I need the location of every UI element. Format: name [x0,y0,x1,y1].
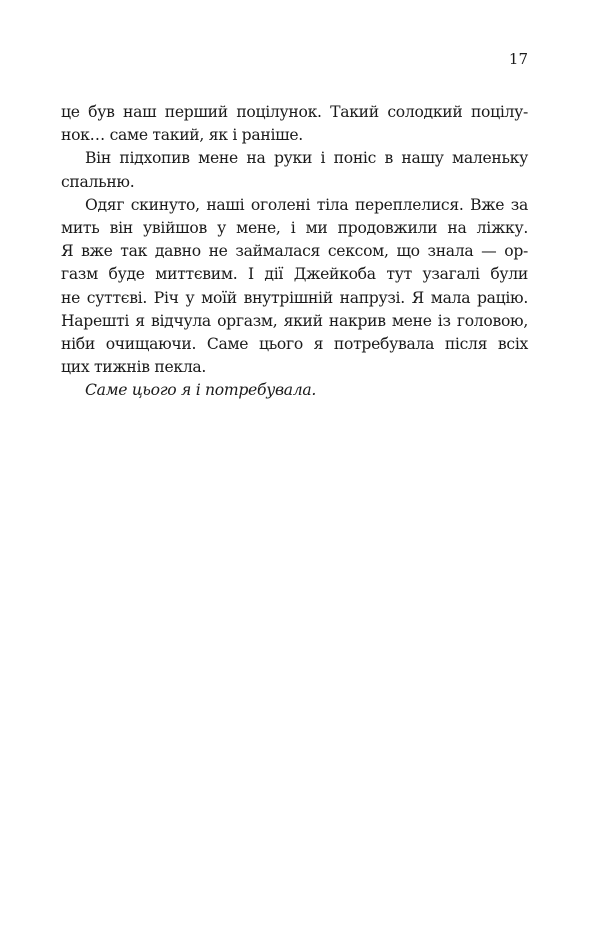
text-line: Саме цього я і потребувала. [85,381,316,400]
page-number: 17 [508,50,528,68]
text-line: Нарешті я відчула оргазм, який накрив мене із головою, [61,311,528,330]
text-line: нок… саме такий, як і раніше. [61,126,303,145]
text-line: ніби очищаючи. Саме цього я потребувала після всіх [61,334,528,353]
text-line: газм буде миттєвим. І дії Джейкоба тут узагалі були [61,265,528,284]
text-line: спальню. [61,172,135,191]
text-line: мить він увійшов у мене, і ми продовжили на ліжку. [61,218,528,237]
text-line: Одяг скинуто, наші оголені тіла переплелися. Вже за [85,195,528,214]
text-line: не суттєві. Річ у моїй внутрішній напрузі. Я мала рацію. [61,288,528,307]
text-line: цих тижнів пекла. [61,358,207,377]
text-line: це був наш перший поцілунок. Такий солодкий поцілу- [61,103,528,121]
body-text [61,101,528,402]
text-line: Я вже так давно не займалася сексом, що знала — ор- [61,242,528,261]
text-line: Він підхопив мене на руки і поніс в нашу маленьку [85,149,528,168]
